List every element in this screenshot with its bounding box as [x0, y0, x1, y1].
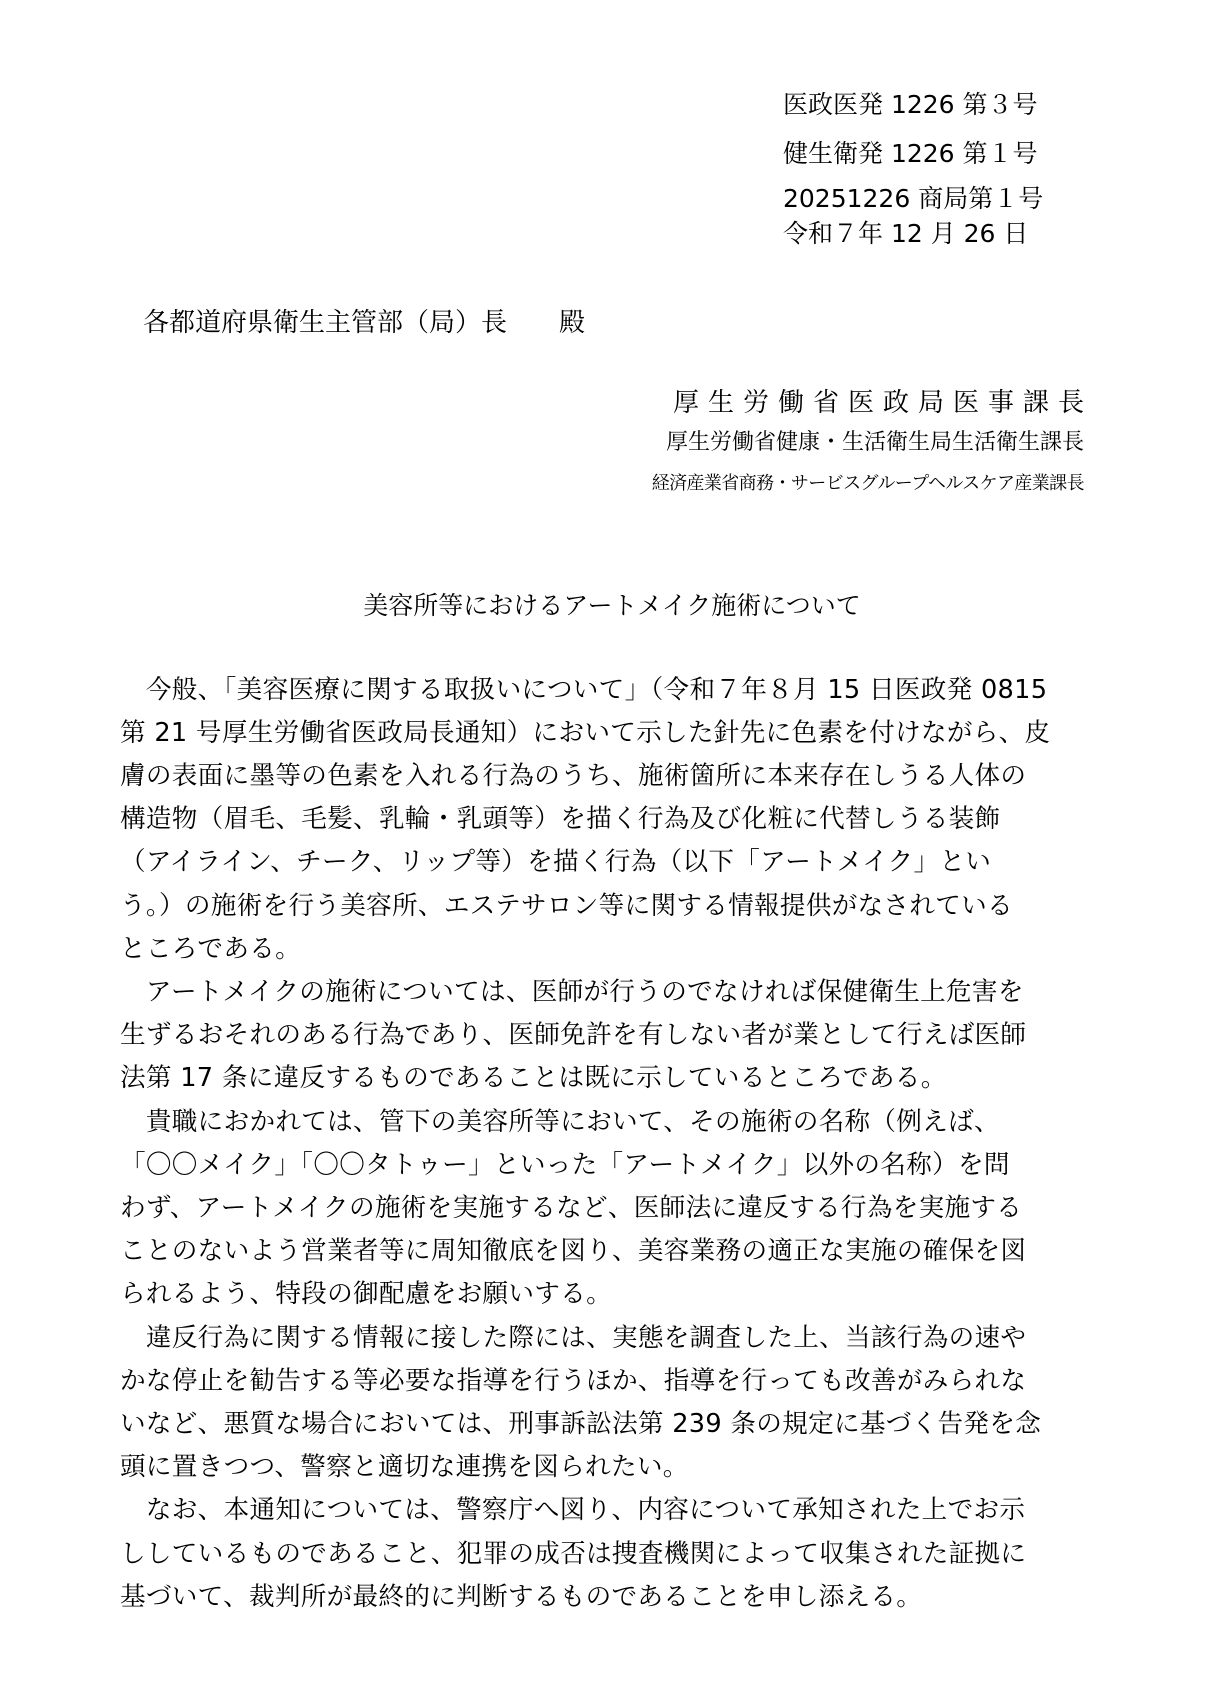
- body-line: ところである。: [120, 934, 302, 964]
- body-line: 膚の表面に墨等の色素を入れる行為のうち、施術箇所に本来存在しうる人体の: [120, 761, 1027, 791]
- document-title: 美容所等におけるアートメイク施術について: [363, 591, 861, 620]
- body-line: （アイライン、チーク、リップ等）を描く行為（以下「アートメイク」とい: [120, 847, 992, 877]
- doc-number-line: 健生衛発 1226 第１号: [783, 139, 1038, 168]
- body-line: いなど、悪質な場合においては、刑事訴訟法第 239 条の規定に基づく告発を念: [120, 1409, 1042, 1439]
- body-line: わず、アートメイクの施術を実施するなど、医師法に違反する行為を実施する: [120, 1193, 1023, 1223]
- body-line: 法第 17 条に違反するものであることは既に示しているところである。: [120, 1063, 947, 1093]
- sender-line: 厚生労働省医政局医事課長: [672, 388, 1093, 418]
- body-line: 今般、「美容医療に関する取扱いについて」（令和７年８月 15 日医政発 0815: [120, 675, 1048, 705]
- body-line: アートメイクの施術については、医師が行うのでなければ保健衛生上危害を: [120, 977, 1024, 1007]
- body-line: 生ずるおそれのある行為であり、医師免許を有しない者が業として行えば医師: [120, 1020, 1027, 1050]
- issue-date: 令和７年 12 月 26 日: [783, 219, 1029, 248]
- body-line: 第 21 号厚生労働省医政局長通知）において示した針先に色素を付けながら、皮: [120, 718, 1051, 748]
- body-line: 違反行為に関する情報に接した際には、実態を調査した上、当該行為の速や: [120, 1323, 1027, 1353]
- body-line: 頭に置きつつ、警察と適切な連携を図られたい。: [120, 1452, 689, 1482]
- body-line: 構造物（眉毛、毛髪、乳輪・乳頭等）を描く行為及び化粧に代替しうる装飾: [120, 804, 1001, 834]
- doc-number-line: 医政医発 1226 第３号: [783, 90, 1038, 119]
- sender-line: 経済産業省商務・サービスグループヘルスケア産業課長: [651, 473, 1084, 494]
- body-line: なお、本通知については、警察庁へ図り、内容について承知された上でお示: [120, 1495, 1026, 1525]
- doc-number-line: 20251226 商局第１号: [783, 184, 1044, 213]
- addressee: 各都道府県衛生主管部（局）長 殿: [143, 308, 586, 338]
- sender-line: 厚生労働省健康・生活衛生局生活衛生課長: [665, 430, 1084, 455]
- body-line: 貴職におかれては、管下の美容所等において、その施術の名称（例えば、: [120, 1107, 1000, 1137]
- body-line: う。）の施術を行う美容所、エステサロン等に関する情報提供がなされている: [120, 891, 1013, 921]
- body-line: ししているものであること、犯罪の成否は捜査機関によって収集された証拠に: [120, 1539, 1027, 1569]
- body-line: 「〇〇メイク」「〇〇タトゥー」といった「アートメイク」以外の名称）を問: [120, 1150, 1010, 1180]
- body-line: かな停止を勧告する等必要な指導を行うほか、指導を行っても改善がみられな: [120, 1366, 1027, 1396]
- body-line: 基づいて、裁判所が最終的に判断するものであることを申し添える。: [120, 1582, 923, 1612]
- body-line: られるよう、特段の御配慮をお願いする。: [120, 1279, 612, 1309]
- body-line: ことのないよう営業者等に周知徹底を図り、美容業務の適正な実施の確保を図: [120, 1236, 1027, 1266]
